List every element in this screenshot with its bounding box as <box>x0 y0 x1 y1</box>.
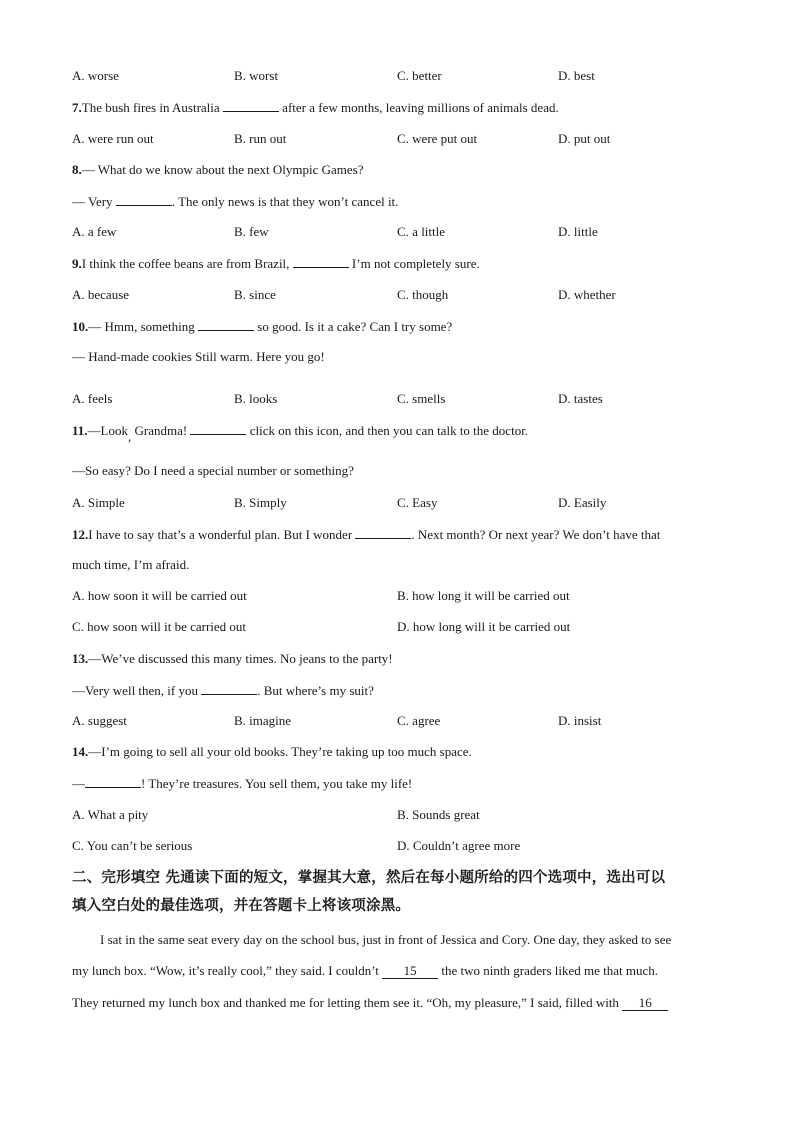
q10-stem: 10.— Hmm, something so good. Is it a cake? Can I try some? <box>72 319 453 334</box>
q6-option-b[interactable]: B. worst <box>234 68 279 83</box>
q14-reply: — ! They’re treasures. You sell them, you take my life! <box>72 776 413 791</box>
q12-stem: 12.I have to say that’s a wonderful plan. But I wonder . Next month? Or next year? We don’t have that <box>72 527 661 542</box>
answer-blank <box>116 193 172 206</box>
q7-option-a[interactable]: A. were run out <box>72 131 154 146</box>
answer-blank <box>355 526 411 539</box>
q11-option-d[interactable]: D. Easily <box>558 495 607 510</box>
passage-line-3: They returned my lunch box and thanked me for letting them see it. “Oh, my pleasure,” I said, filled with 16 <box>72 995 722 1011</box>
q10-option-c[interactable]: C. smells <box>397 391 446 406</box>
q7-number: 7. <box>72 100 82 115</box>
q8-reply: — Very . The only news is that they won’t cancel it. <box>72 194 399 209</box>
q9-number: 9. <box>72 256 82 271</box>
q6-option-a[interactable]: A. worse <box>72 68 119 83</box>
section-heading-line2: 填入空白处的最佳选项，并在答题卡上将该项涂黑。 <box>72 898 411 914</box>
q11-option-b[interactable]: B. Simply <box>234 495 287 510</box>
q9-stem: 9.I think the coffee beans are from Brazil, I’m not completely sure. <box>72 256 480 271</box>
answer-blank <box>293 255 349 268</box>
q13-number: 13. <box>72 651 89 666</box>
q12-number: 12. <box>72 527 89 542</box>
q11-number: 11. <box>72 423 88 438</box>
q14-option-c[interactable]: C. You can’t be serious <box>72 838 193 853</box>
answer-blank <box>190 422 246 435</box>
q11-stem: 11.—Look, Grandma! click on this icon, and then you can talk to the doctor. <box>72 423 529 444</box>
passage-line-2: my lunch box. “Wow, it’s really cool,” they said. I couldn’t 15 the two ninth graders liked me that much. <box>72 963 659 978</box>
q8-option-b[interactable]: B. few <box>234 224 269 239</box>
q12-option-a[interactable]: A. how soon it will be carried out <box>72 588 247 603</box>
q8-option-a[interactable]: A. a few <box>72 224 117 239</box>
cloze-blank-15[interactable]: 15 <box>382 964 438 979</box>
q9-option-b[interactable]: B. since <box>234 287 276 302</box>
q12-option-b[interactable]: B. how long it will be carried out <box>397 588 570 603</box>
q12-option-d[interactable]: D. how long will it be carried out <box>397 619 571 634</box>
q7-option-d[interactable]: D. put out <box>558 131 611 146</box>
q14-option-a[interactable]: A. What a pity <box>72 807 149 822</box>
q8-number: 8. <box>72 162 82 177</box>
q10-option-d[interactable]: D. tastes <box>558 391 603 406</box>
answer-blank <box>198 318 254 331</box>
q13-option-c[interactable]: C. agree <box>397 713 441 728</box>
q11-option-a[interactable]: A. Simple <box>72 495 125 510</box>
q8-option-d[interactable]: D. little <box>558 224 598 239</box>
q14-stem: 14.—I’m going to sell all your old books. They’re taking up too much space. <box>72 744 472 759</box>
q9-option-d[interactable]: D. whether <box>558 287 616 302</box>
q13-stem: 13.—We’ve discussed this many times. No jeans to the party! <box>72 651 393 666</box>
q10-option-a[interactable]: A. feels <box>72 391 113 406</box>
q10-reply: — Hand-made cookies Still warm. Here you go! <box>72 349 325 364</box>
q10-option-b[interactable]: B. looks <box>234 391 278 406</box>
q9-option-a[interactable]: A. because <box>72 287 130 302</box>
q14-number: 14. <box>72 744 89 759</box>
q12-stem-cont: much time, I’m afraid. <box>72 557 190 572</box>
q13-reply: —Very well then, if you . But where’s my suit? <box>72 683 374 698</box>
q13-option-b[interactable]: B. imagine <box>234 713 292 728</box>
cloze-blank-16[interactable]: 16 <box>622 996 668 1011</box>
q9-option-c[interactable]: C. though <box>397 287 449 302</box>
q10-number: 10. <box>72 319 89 334</box>
q13-option-a[interactable]: A. suggest <box>72 713 127 728</box>
q8-stem: 8.— What do we know about the next Olympic Games? <box>72 162 364 177</box>
q11-option-c[interactable]: C. Easy <box>397 495 438 510</box>
passage-line-1: I sat in the same seat every day on the school bus, just in front of Jessica and Cory. One day, they asked to see <box>100 932 672 947</box>
q6-option-c[interactable]: C. better <box>397 68 442 83</box>
q12-option-c[interactable]: C. how soon will it be carried out <box>72 619 247 634</box>
answer-blank <box>85 775 141 788</box>
q14-option-d[interactable]: D. Couldn’t agree more <box>397 838 521 853</box>
q11-reply: —So easy? Do I need a special number or something? <box>72 463 354 478</box>
section-heading-line1: 二、完形填空 先通读下面的短文，掌握其大意，然后在每小题所给的四个选项中，选出可以 <box>72 870 666 886</box>
q14-option-b[interactable]: B. Sounds great <box>397 807 480 822</box>
q13-option-d[interactable]: D. insist <box>558 713 602 728</box>
q7-option-c[interactable]: C. were put out <box>397 131 478 146</box>
answer-blank <box>223 99 279 112</box>
q7-option-b[interactable]: B. run out <box>234 131 287 146</box>
q6-option-d[interactable]: D. best <box>558 68 595 83</box>
answer-blank <box>201 682 257 695</box>
section-heading-cloze <box>72 864 732 920</box>
q8-option-c[interactable]: C. a little <box>397 224 446 239</box>
q7-stem: 7.The bush fires in Australia after a few months, leaving millions of animals dead. <box>72 100 559 115</box>
